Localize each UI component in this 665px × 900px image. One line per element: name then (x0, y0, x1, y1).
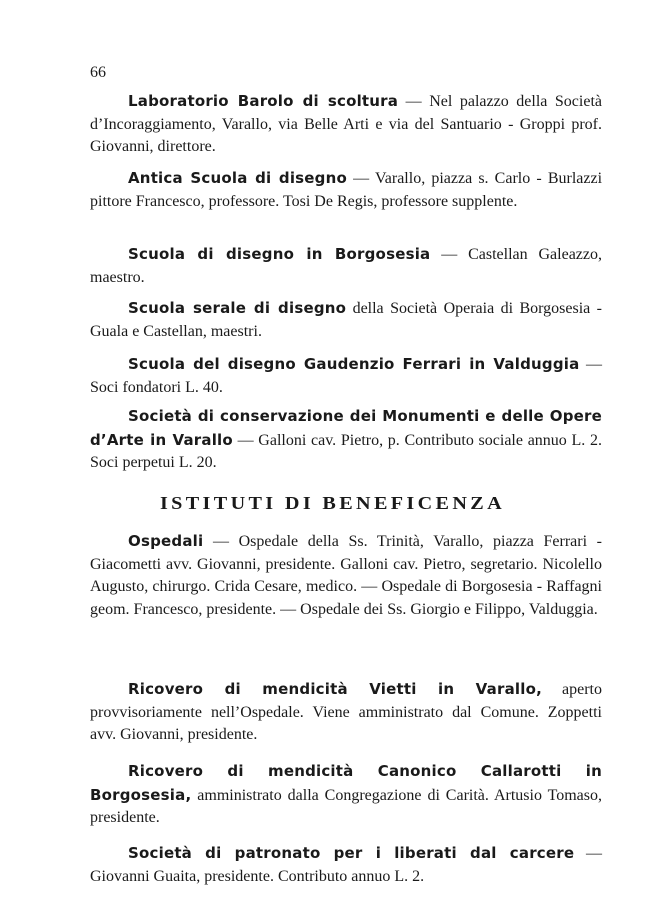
entry-body: — Galloni cav. Pietro, p. Contributo sociale annuo L. 2. Soci perpetui L. 20. (90, 431, 602, 471)
entry-scuola-serale (90, 297, 602, 343)
entry-body: aperto provvisoriamente nell’Ospedale. Viene amministrato dal Comune. Zoppetti avv. Giovanni, presidente. (90, 681, 602, 743)
entry-heading: Ospedali (128, 532, 204, 550)
entry-heading: Scuola di disegno in Borgosesia (128, 245, 431, 263)
entry-body: della Società Operaia di Borgosesia - Guala e Castellan, maestri. (90, 300, 602, 340)
entry-scuola-gaudenzio (90, 353, 602, 399)
entry-body: — Castellan Galeazzo, maestro. (90, 246, 602, 286)
entry-societa-patronato (90, 842, 602, 888)
entry-body: — Nel palazzo della Società d’Incoraggiamento, Varallo, via Belle Arti e via del Santuario - Groppi prof. Giovanni, direttore. (90, 93, 603, 155)
entry-scuola-borgosesia (90, 243, 602, 289)
entry-ricovero-vietti (90, 678, 602, 747)
entry-ospedali (90, 530, 602, 621)
entry-heading: Società di patronato per i liberati dal carcere (128, 844, 575, 862)
entry-antica-scuola (90, 167, 602, 213)
entry-body: — Varallo, piazza s. Carlo - Burlazzi pittore Francesco, professore. Tosi De Regis, professore supplente. (90, 170, 603, 210)
entry-heading: Società di conservazione dei Monumenti e delle Opere d’Arte in Varallo (90, 407, 602, 449)
entry-societa-monumenti (90, 405, 602, 475)
entry-body: — Soci fondatori L. 40. (90, 356, 602, 396)
entry-heading: Antica Scuola di disegno (128, 169, 348, 187)
entry-heading: Laboratorio Barolo di scoltura (128, 92, 399, 110)
entry-heading: Ricovero di mendicità Vietti in Varallo, (128, 680, 542, 698)
entry-body: — Ospedale della Ss. Trinità, Varallo, piazza Ferrari - Giacometti avv. Giovanni, presidente. Galloni cav. Pietro, segretario. Nicolello Augusto, chirurgo. Crida Cesare, medico. — Ospedale di Borgosesia - Raffagni geom. Francesco, presidente. — Ospedale dei Ss. Giorgio e Filippo, Valduggia. (90, 533, 602, 618)
section-heading: ISTITUTI DI BENEFICENZA (159, 493, 506, 513)
entry-laboratorio-barolo (90, 90, 602, 159)
entry-ricovero-callarotti (90, 760, 602, 830)
entry-heading: Scuola del disegno Gaudenzio Ferrari in Valduggia (128, 355, 580, 373)
entry-heading: Scuola serale di disegno (128, 299, 347, 317)
entry-heading: Ricovero di mendicità Canonico Callarotti in Borgosesia, (90, 762, 602, 804)
entry-body: amministrato dalla Congregazione di Carità. Artusio Tomaso, presidente. (90, 786, 602, 826)
entry-body: — Giovanni Guaita, presidente. Contributo annuo L. 2. (90, 845, 603, 885)
page-number: 66 (90, 64, 106, 81)
